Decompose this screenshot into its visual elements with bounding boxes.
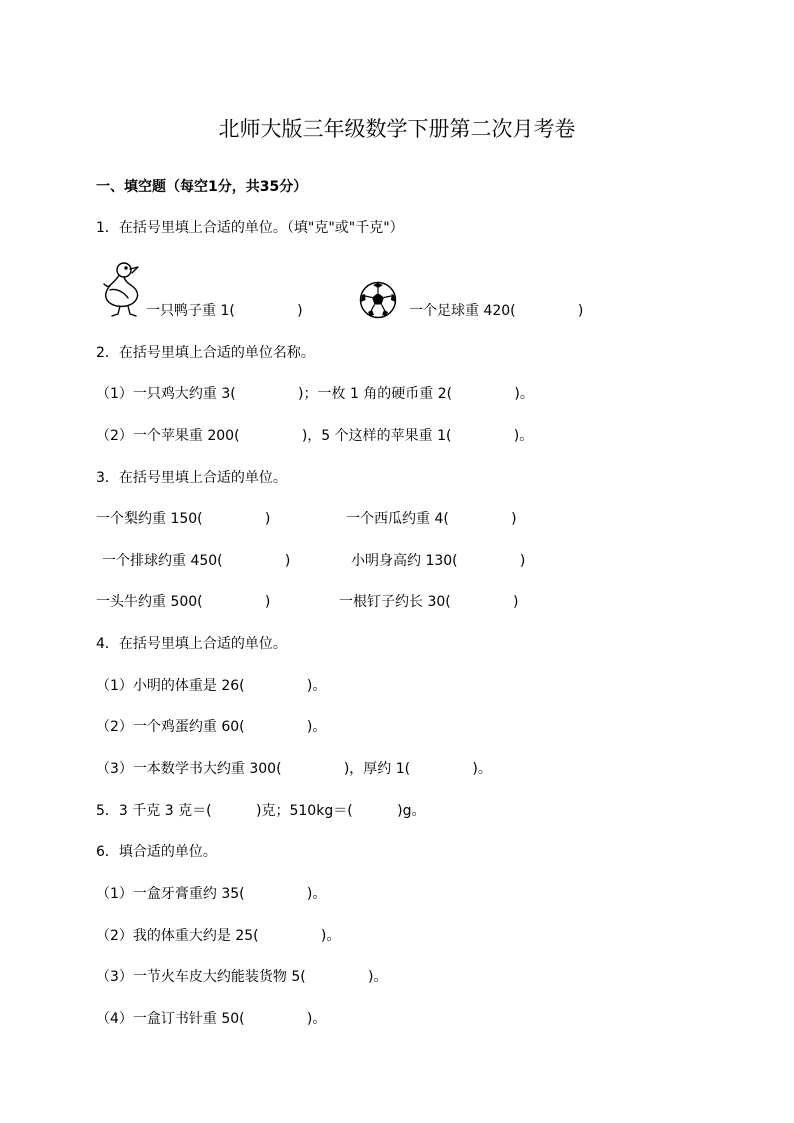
question-4-line-2: （2）一个鸡蛋约重 60( )。 [96,719,327,735]
question-3-stem: 3．在括号里填上合适的单位。 [96,470,287,486]
question-6-line-1: （1）一盒牙膏重约 35( )。 [96,886,327,902]
question-2-line-1: （1）一只鸡大约重 3( )；一枚 1 角的硬币重 2( )。 [96,386,534,402]
question-3-row-2b: 小明身高约 130( ) [351,553,526,569]
question-3-row-1a: 一个梨约重 150( ) [96,511,271,527]
question-3-row-2a: 一个排球约重 450( ) [102,553,291,569]
question-4-line-1: （1）小明的体重是 26( )。 [96,678,327,694]
soccer-ball-icon [359,281,397,319]
question-6-line-4: （4）一盒订书针重 50( )。 [96,1011,327,1027]
question-1-duck: 一只鸭子重 1( ) [146,303,303,319]
question-6-line-2: （2）我的体重大约是 25( )。 [96,928,341,944]
question-4-stem: 4．在括号里填上合适的单位。 [96,636,287,652]
question-1-ball: 一个足球重 420( ) [409,303,584,319]
question-3-row-3a: 一头牛约重 500( ) [96,594,271,610]
section-heading: 一、填空题（每空1分，共35分） [96,179,308,195]
duck-icon [100,260,146,320]
question-3-row-3b: 一根钉子约长 30( ) [339,594,519,610]
question-5-line: 5．3 千克 3 克＝( )克；510kg＝( )g。 [96,803,426,819]
question-2-line-2: （2）一个苹果重 200( )，5 个这样的苹果重 1( )。 [96,428,534,444]
question-3-row-1b: 一个西瓜约重 4( ) [346,511,517,527]
page-title: 北师大版三年级数学下册第二次月考卷 [218,117,576,141]
question-1-stem: 1．在括号里填上合适的单位。（填"克"或"千克"） [96,220,404,236]
question-2-stem: 2．在括号里填上合适的单位名称。 [96,345,315,361]
question-6-line-3: （3）一节火车皮大约能装货物 5( )。 [96,969,388,985]
question-6-stem: 6．填合适的单位。 [96,844,217,860]
question-4-line-3: （3）一本数学书大约重 300( )，厚约 1( )。 [96,761,492,777]
